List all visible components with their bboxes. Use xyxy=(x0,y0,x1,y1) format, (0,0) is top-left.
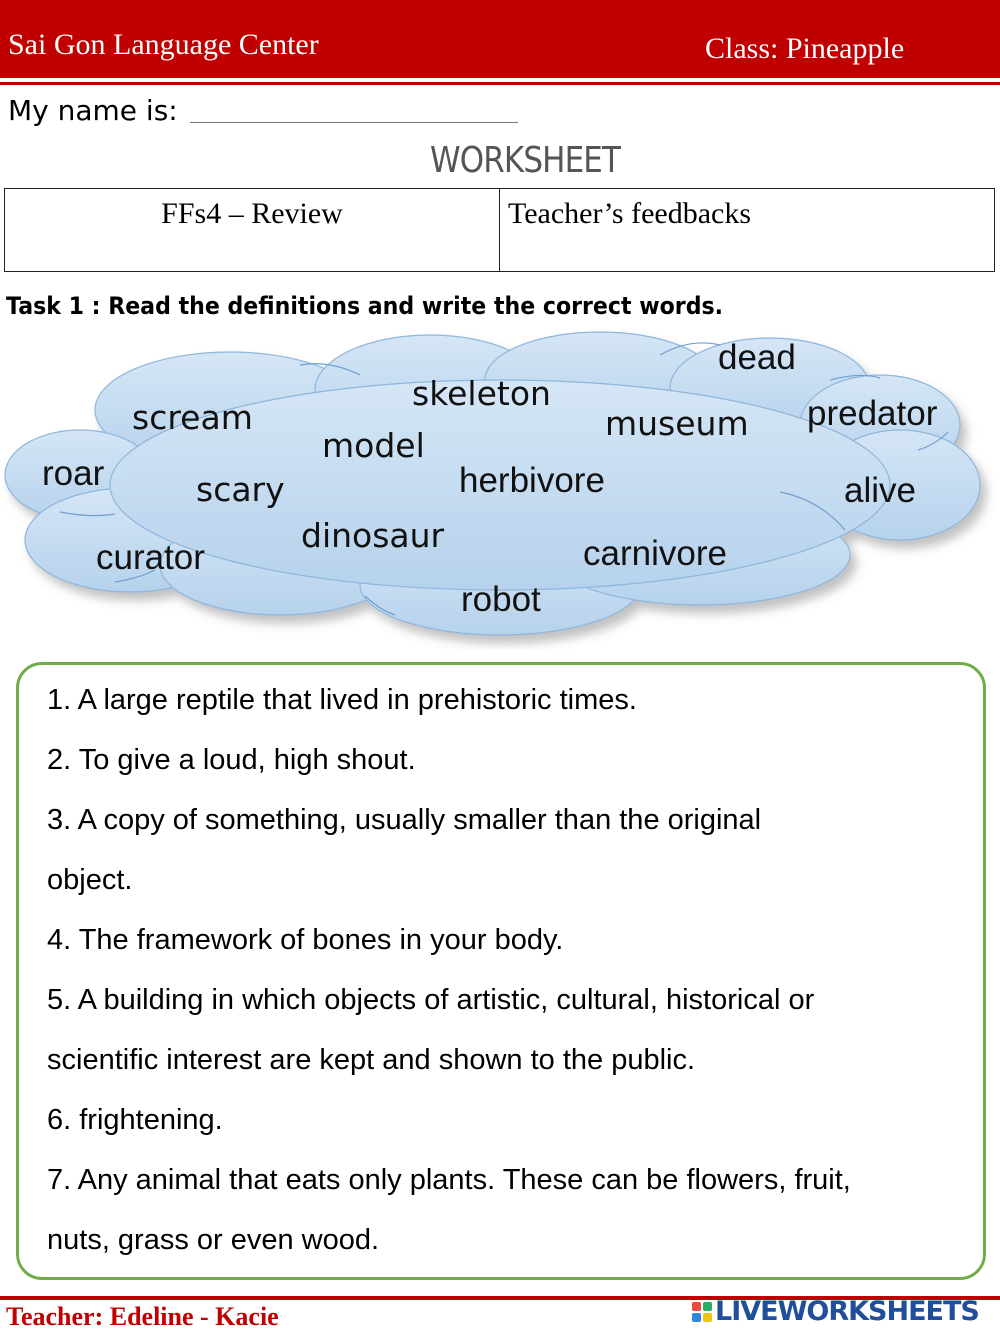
word-skeleton: skeleton xyxy=(412,374,551,413)
feedback-box xyxy=(499,188,995,272)
definition-3-cont: object. xyxy=(47,864,133,896)
word-dinosaur: dinosaur xyxy=(301,516,445,555)
logo-text: LIVEWORKSHEETS xyxy=(715,1296,979,1327)
task-instruction: Task 1 : Read the definitions and write the correct words. xyxy=(6,292,724,320)
header-divider xyxy=(0,82,1000,85)
word-museum: museum xyxy=(605,404,749,443)
definition-4: 4. The framework of bones in your body. xyxy=(47,924,564,956)
word-dead: dead xyxy=(718,338,796,377)
word-roar: roar xyxy=(42,454,105,493)
class-label: Class: Pineapple xyxy=(705,32,905,65)
feedback-label: Teacher’s feedbacks xyxy=(508,197,752,230)
definition-5-cont: scientific interest are kept and shown to the public. xyxy=(47,1044,696,1076)
lesson-box xyxy=(4,188,500,272)
word-carnivore: carnivore xyxy=(583,534,727,573)
definition-3: 3. A copy of something, usually smaller than the original xyxy=(47,804,762,836)
logo-squares-icon xyxy=(692,1302,712,1322)
word-herbivore: herbivore xyxy=(459,461,605,500)
word-scary: scary xyxy=(196,470,285,509)
definition-7: 7. Any animal that eats only plants. These can be flowers, fruit, xyxy=(47,1164,851,1196)
teacher-name: Teacher: Edeline - Kacie xyxy=(6,1302,279,1331)
name-answer-line[interactable] xyxy=(190,122,518,123)
center-name: Sai Gon Language Center xyxy=(8,28,319,61)
word-robot: robot xyxy=(461,580,541,619)
worksheet-title: WORKSHEET xyxy=(430,140,621,181)
definition-6: 6. frightening. xyxy=(47,1104,223,1136)
name-label: My name is: xyxy=(8,94,178,127)
liveworksheets-logo xyxy=(692,1296,979,1327)
definition-2: 2. To give a loud, high shout. xyxy=(47,744,416,776)
definition-1: 1. A large reptile that lived in prehistoric times. xyxy=(47,684,637,716)
header-banner xyxy=(0,0,1000,78)
definition-5: 5. A building in which objects of artistic, cultural, historical or xyxy=(47,984,815,1016)
lesson-label: FFs4 – Review xyxy=(161,197,343,230)
word-predator: predator xyxy=(807,394,938,433)
word-model: model xyxy=(322,426,425,465)
word-alive: alive xyxy=(844,471,916,510)
word-bank-cloud xyxy=(0,320,1000,650)
word-curator: curator xyxy=(96,538,205,577)
word-scream: scream xyxy=(132,398,253,437)
definition-7-cont: nuts, grass or even wood. xyxy=(47,1224,380,1256)
